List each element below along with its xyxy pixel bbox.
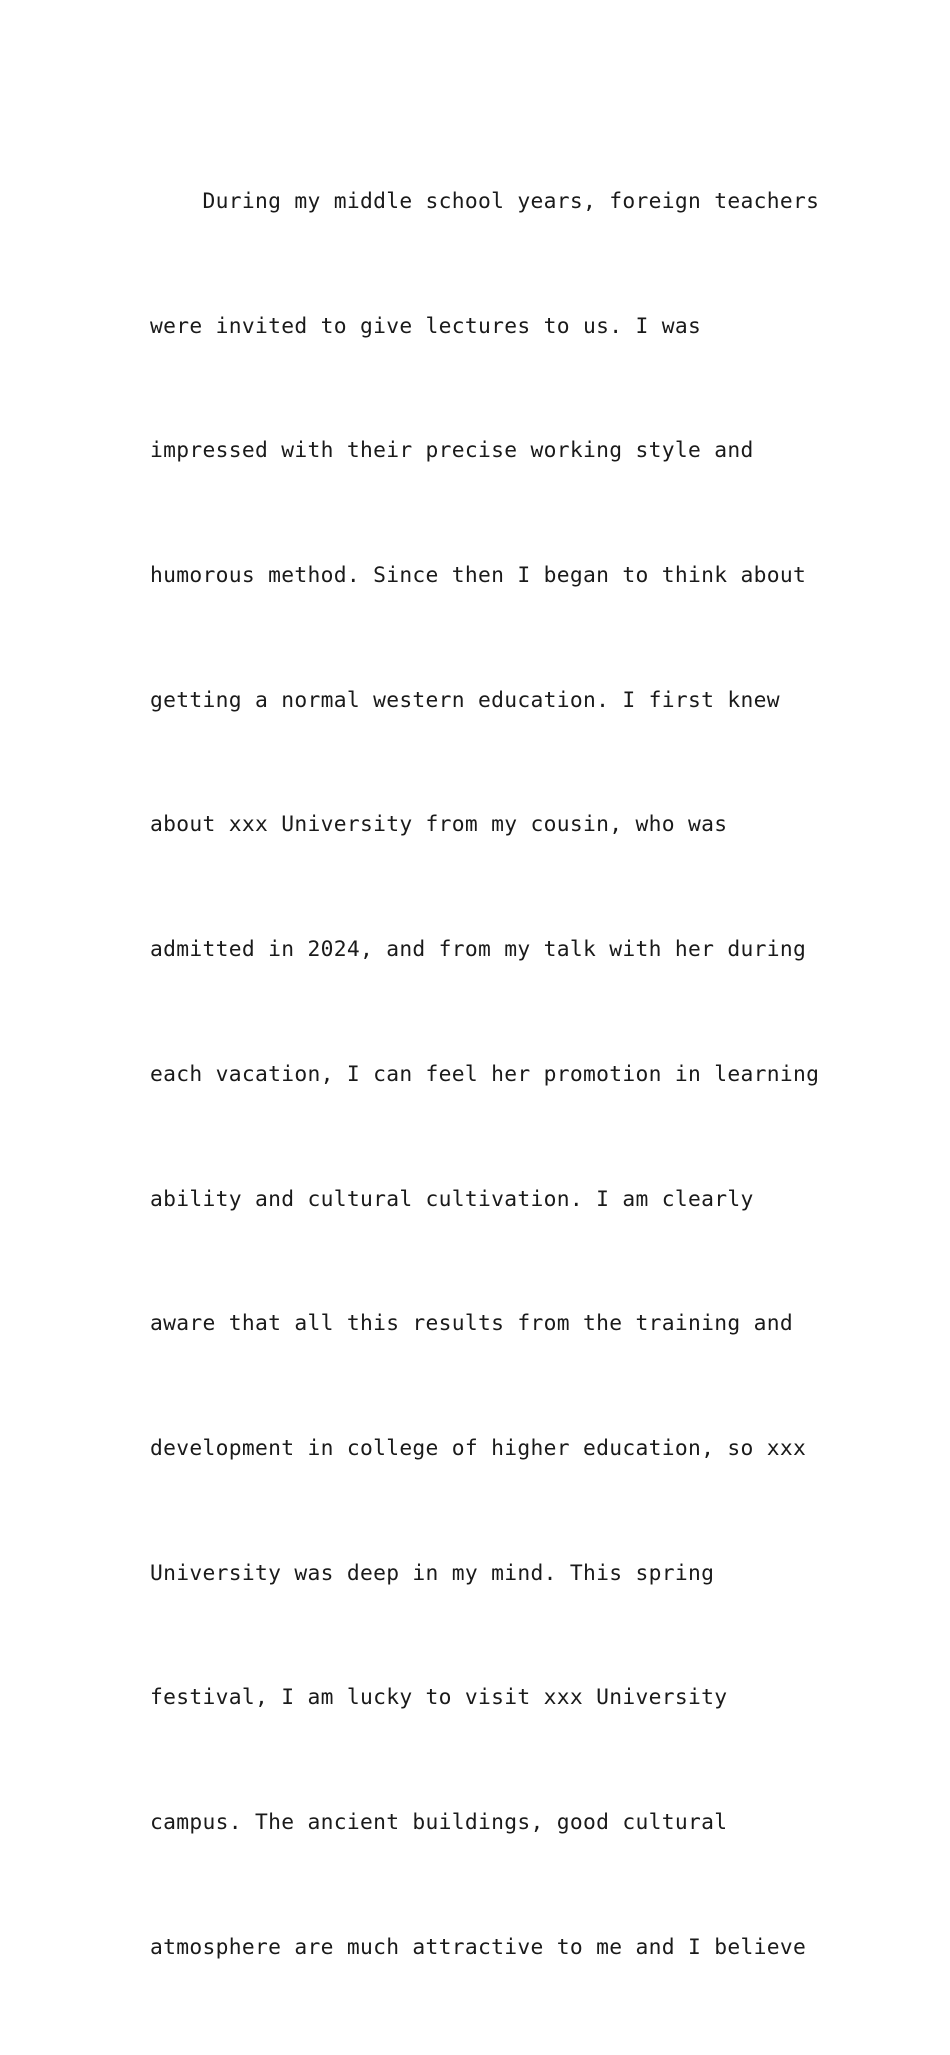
text-line: During my middle school years, foreign teachers <box>150 189 820 214</box>
text-line: atmosphere are much attractive to me and I believe <box>150 1934 807 1960</box>
text-line: each vacation, I can feel her promotion in learning <box>150 1061 820 1087</box>
text-line: were invited to give lectures to us. I was <box>150 313 702 339</box>
text-line: admitted in 2024, and from my talk with her during <box>150 937 807 963</box>
text-line: University was deep in my mind. This spring <box>150 1560 715 1586</box>
text-line: about xxx University from my cousin, who was <box>150 812 728 838</box>
text-line: impressed with their precise working style and <box>150 438 754 464</box>
text-line: humorous method. Since then I began to think about <box>150 563 807 589</box>
text-line: development in college of higher education, so xxx <box>150 1435 807 1461</box>
text-line: festival, I am lucky to visit xxx University <box>150 1685 728 1711</box>
text-line: ability and cultural cultivation. I am clearly <box>150 1186 754 1212</box>
essay-paragraph <box>150 135 820 2055</box>
text-line: campus. The ancient buildings, good cultural <box>150 1809 728 1835</box>
text-line: getting a normal western education. I first knew <box>150 687 780 713</box>
text-line: aware that all this results from the training and <box>150 1311 793 1337</box>
